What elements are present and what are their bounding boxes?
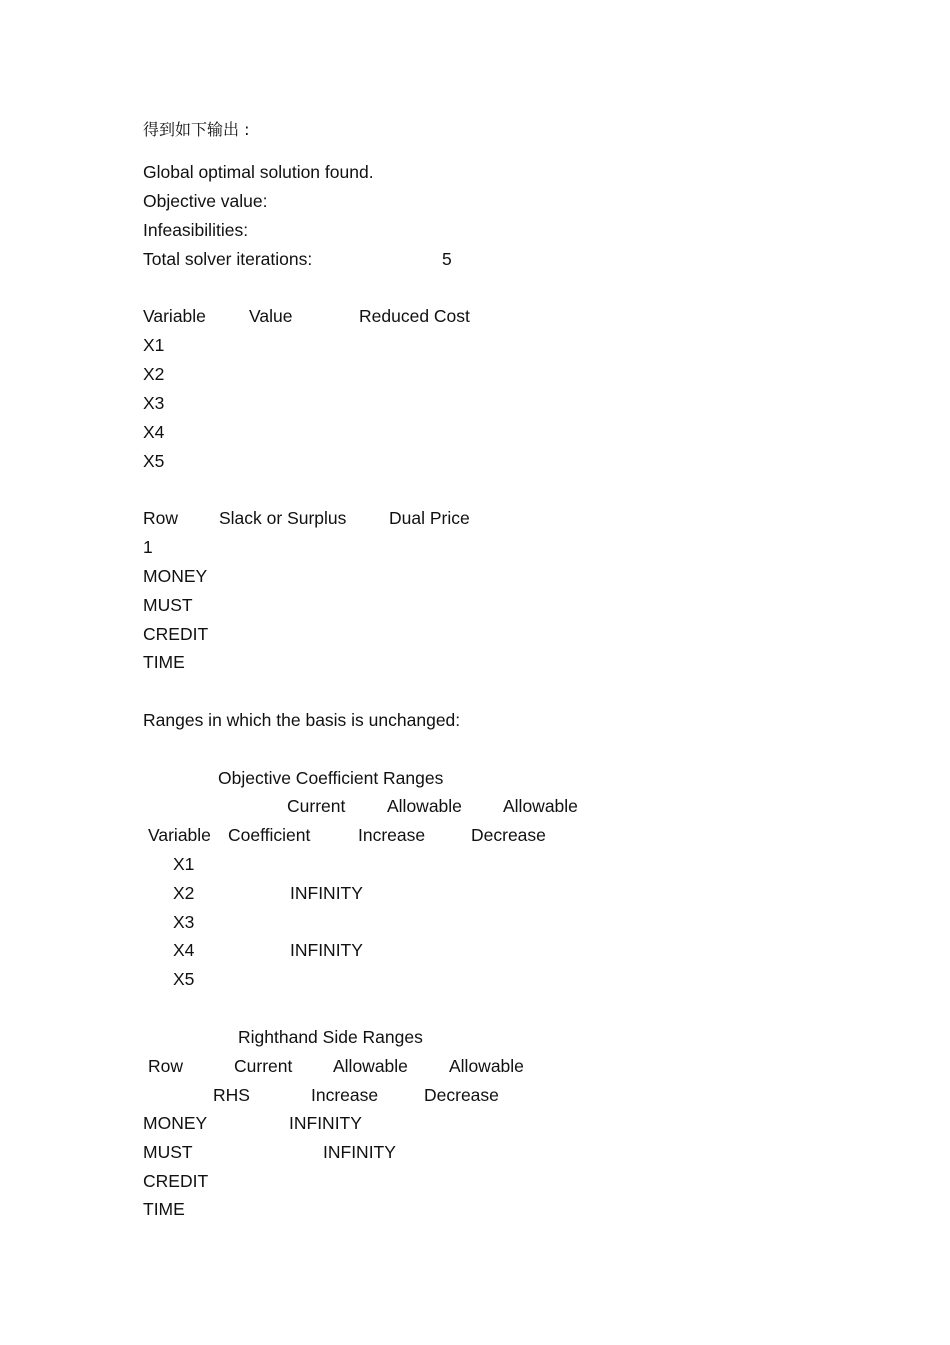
rhs-header-decrease: Decrease — [424, 1085, 499, 1105]
rhs-header-increase: Increase — [311, 1085, 379, 1105]
rhs-header-allowable: Allowable — [333, 1056, 408, 1076]
obj-header-allowable: Allowable — [387, 796, 462, 816]
obj-header-variable: Variable — [148, 825, 211, 845]
obj-range-increase: INFINITY — [290, 883, 363, 903]
rhs-header-allowable: Allowable — [449, 1056, 524, 1076]
rhs-range-row: TIME — [143, 1199, 185, 1219]
rhs-header-rhs: RHS — [213, 1085, 250, 1105]
infeasibilities-label: Infeasibilities: — [143, 220, 249, 240]
obj-header-current: Current — [287, 796, 346, 816]
value-header: Value — [249, 306, 293, 326]
rhs-header-row: Row — [148, 1056, 184, 1076]
rhs-range-value: INFINITY — [289, 1113, 362, 1133]
reduced-cost-header: Reduced Cost — [359, 306, 470, 326]
iterations-label: Total solver iterations: — [143, 249, 313, 269]
rhs-header-current: Current — [234, 1056, 293, 1076]
iterations-value: 5 — [442, 249, 452, 269]
obj-range-variable: X5 — [173, 969, 195, 989]
variable-row: X4 — [143, 422, 165, 442]
obj-range-variable: X4 — [173, 940, 195, 960]
rhs-range-value: INFINITY — [323, 1142, 396, 1162]
variable-row: X5 — [143, 451, 165, 471]
rhs-range-row: MUST — [143, 1142, 193, 1162]
rhs-range-row: MONEY — [143, 1113, 208, 1133]
obj-range-variable: X3 — [173, 912, 195, 932]
objective-value-label: Objective value: — [143, 191, 268, 211]
constraint-row: CREDIT — [143, 624, 209, 644]
obj-range-variable: X2 — [173, 883, 195, 903]
constraint-row: TIME — [143, 652, 185, 672]
ranges-title: Ranges in which the basis is unchanged: — [143, 710, 461, 730]
slack-surplus-header: Slack or Surplus — [219, 508, 347, 528]
obj-range-variable: X1 — [173, 854, 195, 874]
row-header: Row — [143, 508, 179, 528]
dual-price-header: Dual Price — [389, 508, 470, 528]
obj-header-coefficient: Coefficient — [228, 825, 311, 845]
constraint-row: 1 — [143, 537, 153, 557]
rhs-range-row: CREDIT — [143, 1171, 209, 1191]
rhs-ranges-title: Righthand Side Ranges — [238, 1027, 423, 1047]
variable-row: X1 — [143, 335, 165, 355]
variable-row: X3 — [143, 393, 165, 413]
obj-header-allowable: Allowable — [503, 796, 578, 816]
objective-ranges-title: Objective Coefficient Ranges — [218, 768, 444, 788]
obj-range-increase: INFINITY — [290, 940, 363, 960]
variable-header: Variable — [143, 306, 206, 326]
obj-header-decrease: Decrease — [471, 825, 546, 845]
solution-status: Global optimal solution found. — [143, 162, 374, 182]
variable-row: X2 — [143, 364, 165, 384]
intro-text: 得到如下输出 : — [143, 120, 250, 139]
constraint-row: MUST — [143, 595, 193, 615]
obj-header-increase: Increase — [358, 825, 426, 845]
constraint-row: MONEY — [143, 566, 208, 586]
